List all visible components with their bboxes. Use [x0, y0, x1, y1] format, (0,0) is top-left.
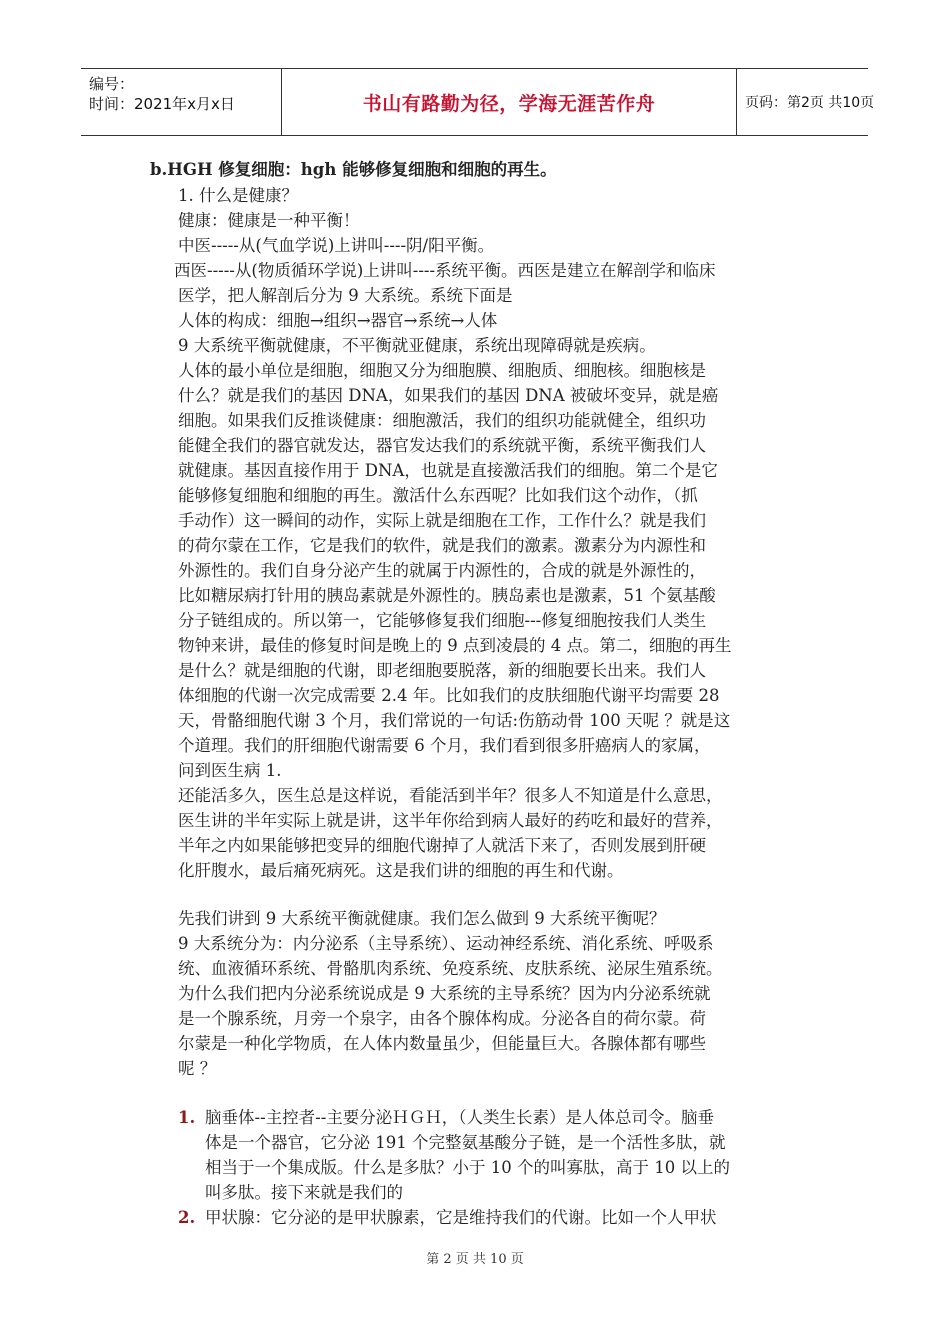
- text-line: 9 大系统平衡就健康，不平衡就亚健康，系统出现障碍就是疾病。: [178, 336, 656, 355]
- text-line: 9 大系统分为：内分泌系（主导系统）、运动神经系统、消化系统、呼吸系: [178, 934, 714, 953]
- text-line: 能健全我们的器官就发达，器官发达我们的系统就平衡，系统平衡我们人: [178, 436, 706, 455]
- text-line: 体细胞的代谢一次完成需要 2.4 年。比如我们的皮肤细胞代谢平均需要 28: [178, 686, 720, 705]
- text-line: 人体的构成：细胞→组织→器官→系统→人体: [178, 311, 498, 330]
- serial-label: 编号：: [89, 75, 135, 93]
- page-info: 页码：第2页 共10页: [745, 95, 875, 111]
- text-line: 能够修复细胞和细胞的再生。激活什么东西呢？比如我们这个动作，（抓: [178, 486, 698, 505]
- text-line: 物钟来讲，最佳的修复时间是晚上的 9 点到凌晨的 4 点。第二，细胞的再生: [178, 636, 732, 655]
- text-line: b.HGH 修复细胞：hgh 能够修复细胞和细胞的再生。: [150, 160, 557, 179]
- list-text-line: 相当于一个集成版。什么是多肽？小于 10 个的叫寡肽，高于 10 以上的: [205, 1158, 730, 1177]
- list-text-line: 甲状腺：它分泌的是甲状腺素，它是维持我们的代谢。比如一个人甲状: [205, 1208, 717, 1227]
- text-line: 尔蒙是一种化学物质，在人体内数量虽少，但能量巨大。各腺体都有哪些: [178, 1034, 706, 1053]
- text-line: 统、血液循环系统、骨骼肌肉系统、免疫系统、皮肤系统、泌尿生殖系统。: [178, 959, 723, 978]
- text-line: 呢 ？: [178, 1059, 217, 1078]
- text-line: 天，骨骼细胞代谢 3 个月，我们常说的一句话:伤筋动骨 100 天呢 ？就是这: [178, 711, 731, 730]
- text-line: 中医-----从(气血学说)上讲叫----阴/阳平衡。: [178, 236, 495, 255]
- text-line: 人体的最小单位是细胞，细胞又分为细胞膜、细胞质、细胞核。细胞核是: [178, 361, 706, 380]
- text-line: 分子链组成的。所以第一，它能够修复我们细胞---修复细胞按我们人类生: [178, 611, 707, 630]
- list-number: 1.: [178, 1108, 196, 1127]
- text-line: 就健康。基因直接作用于 DNA，也就是直接激活我们的细胞。第二个是它: [178, 461, 718, 480]
- text-line: 外源性的。我们自身分泌产生的就属于内源性的，合成的就是外源性的，: [178, 561, 706, 580]
- list-text-line: 体是一个器官，它分泌 191 个完整氨基酸分子链，是一个活性多肽，就: [205, 1133, 726, 1152]
- list-number: 2.: [178, 1208, 196, 1227]
- text-line: 是什么？就是细胞的代谢，即老细胞要脱落，新的细胞要长出来。我们人: [178, 661, 706, 680]
- text-line: 为什么我们把内分泌系统说成是 9 大系统的主导系统？因为内分泌系统就: [178, 984, 711, 1003]
- text-line: 细胞。如果我们反推谈健康：细胞激活，我们的组织功能就健全，组织功: [178, 411, 706, 430]
- text-line: 化肝腹水，最后痛死病死。这是我们讲的细胞的再生和代谢。: [178, 861, 624, 880]
- page-footer: 第 2 页 共 10 页: [426, 1252, 524, 1267]
- text-line: 的荷尔蒙在工作，它是我们的软件，就是我们的激素。激素分为内源性和: [178, 536, 706, 555]
- text-line: 还能活多久，医生总是这样说，看能活到半年？很多人不知道是什么意思，: [178, 786, 723, 805]
- text-line: 比如糖尿病打针用的胰岛素就是外源性的。胰岛素也是激素，51 个氨基酸: [178, 586, 716, 605]
- text-line: 健康：健康是一种平衡！: [178, 211, 360, 230]
- time-label: 时间：2021年x月x日: [89, 95, 235, 113]
- text-line: 1. 什么是健康？: [178, 186, 298, 205]
- text-line: 先我们讲到 9 大系统平衡就健康。我们怎么做到 9 大系统平衡呢？: [178, 909, 666, 928]
- text-line: 手动作）这一瞬间的动作，实际上就是细胞在工作，工作什么？就是我们: [178, 511, 706, 530]
- text-line: 什么？就是我们的基因 DNA，如果我们的基因 DNA 被破坏变异，就是癌: [178, 386, 719, 405]
- text-line: 问到医生病 1.: [178, 761, 282, 780]
- list-text-line: 脑垂体--主控者--主要分泌ＨＧＨ，（人类生长素）是人体总司令。脑垂: [205, 1108, 715, 1127]
- text-line: 是一个腺系统，月旁一个泉字，由各个腺体构成。分泌各自的荷尔蒙。荷: [178, 1009, 706, 1028]
- text-line: 西医-----从(物质循环学说)上讲叫----系统平衡。西医是建立在解剖学和临床: [174, 261, 716, 280]
- text-line: 医生讲的半年实际上就是讲，这半年你给到病人最好的药吃和最好的营养，: [178, 811, 723, 830]
- motto: 书山有路勤为径，学海无涯苦作舟: [362, 92, 656, 115]
- text-line: 医学，把人解剖后分为 9 大系统。系统下面是: [178, 286, 513, 305]
- text-line: 半年之内如果能够把变异的细胞代谢掉了人就活下来了，否则发展到肝硬: [178, 836, 706, 855]
- text-line: 个道理。我们的肝细胞代谢需要 6 个月，我们看到很多肝癌病人的家属，: [178, 736, 711, 755]
- list-text-line: 叫多肽。接下来就是我们的: [205, 1183, 403, 1202]
